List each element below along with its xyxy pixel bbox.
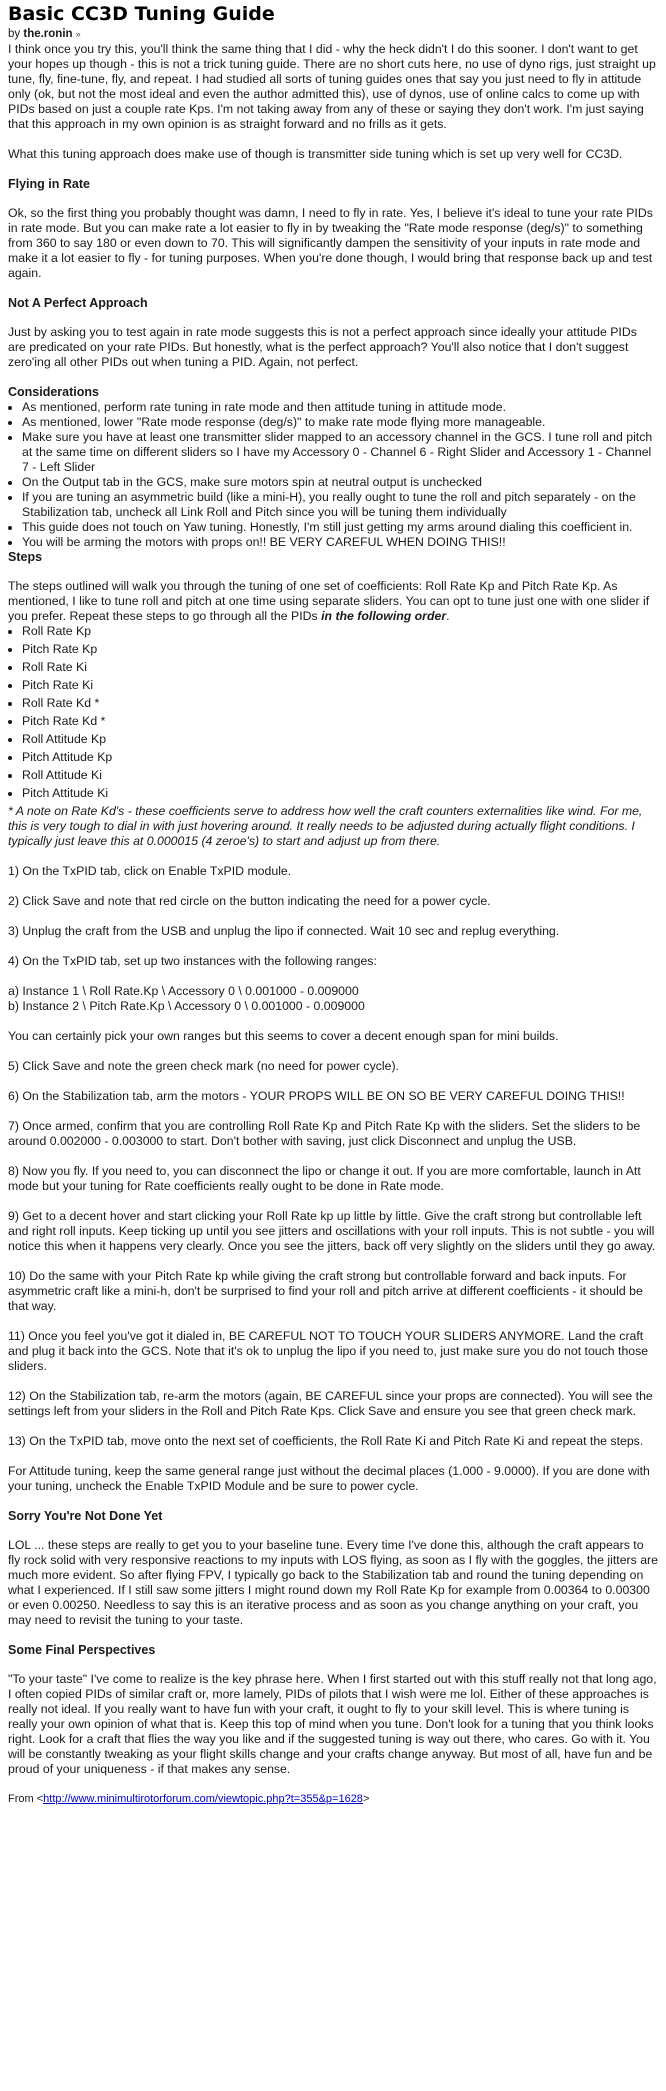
section-heading-flying-in-rate: Flying in Rate bbox=[8, 177, 90, 191]
list-item: • This guide does not touch on Yaw tuning. Honestly, I'm still just getting my arms around dialing this coefficient in. bbox=[22, 520, 658, 535]
page-title: Basic CC3D Tuning Guide bbox=[8, 3, 275, 25]
step-5: 5) Click Save and note the green check mark (no need for power cycle). bbox=[8, 1059, 399, 1073]
ranges-note: You can certainly pick your own ranges but this seems to cover a decent enough span for mini builds. bbox=[8, 1029, 559, 1043]
step-11: 11) Once you feel you've got it dialed in, BE CAREFUL NOT TO TOUCH YOUR SLIDERS ANYMORE. Land the craft and plug it back into the GCS. Note that it's ok to unplug the lipo if you need to, just make sure you do not touch those sliders. bbox=[8, 1329, 649, 1373]
list-item: • Pitch Rate Ki bbox=[22, 678, 658, 693]
step-4-instance-a: a) Instance 1 \ Roll Rate.Kp \ Accessory 0 \ 0.001000 - 0.009000 bbox=[8, 984, 359, 998]
rate-kd-note: * A note on Rate Kd's - these coefficients serve to address how well the craft counters externalities like wind. For me, this is very tough to dial in with just hovering around. It really needs to be adjusted during actually flight conditions. I typically just leave this at 0.000015 (4 zeroe's) to start and adjust up from there. bbox=[8, 804, 643, 848]
considerations-list bbox=[8, 400, 658, 550]
list-item: • If you are tuning an asymmetric build (like a mini-H), you really ought to tune the roll and pitch separately - on the Stabilization tab, uncheck all Link Roll and Pitch since you will be tuning them individually bbox=[22, 490, 658, 520]
author-arrow-icon: » bbox=[75, 29, 81, 39]
section-heading-considerations: Considerations bbox=[8, 385, 99, 399]
not-done-text: LOL ... these steps are really to get you to your baseline tune. Every time I've done this, although the craft appears to fly rock solid with very responsive reactions to my inputs with LOS flying, as soon as I fly with the goggles, the jitters are much more evident. So after flying FPV, I typically go back to the Stabilization tab and round the tuning depending on what I experienced. If I still saw some jitters I might round down my Roll Rate Kp for example from 0.00364 to 0.00300 or even 0.00250. Needless to say this is an iterative process and as soon as you change anything on your craft, you may need to revisit the tuning to your taste. bbox=[8, 1538, 658, 1627]
list-item: • On the Output tab in the GCS, make sure motors spin at neutral output is unchecked bbox=[22, 475, 658, 490]
step-7: 7) Once armed, confirm that you are controlling Roll Rate Kp and Pitch Rate Kp with the sliders. Set the sliders to be around 0.002000 - 0.003000 to start. Don't bother with saving, just click Disconnect and unplug the USB. bbox=[8, 1119, 641, 1148]
steps-intro bbox=[8, 579, 658, 624]
document bbox=[0, 3, 666, 1807]
step-8: 8) Now you fly. If you need to, you can disconnect the lipo or change it out. If you are more comfortable, launch in Att mode but your tuning for Rate coefficients really ought to be done in Rate mode. bbox=[8, 1164, 641, 1193]
list-item: • Pitch Attitude Ki bbox=[22, 786, 658, 801]
source-line bbox=[8, 1792, 658, 1807]
step-12: 12) On the Stabilization tab, re-arm the motors (again, BE CAREFUL since your props are connected). You will see the settings left from your sliders in the Roll and Pitch Rate Kps. Click Save and ensure you see that green check mark. bbox=[8, 1389, 653, 1418]
list-item: • Pitch Attitude Kp bbox=[22, 750, 658, 765]
step-9: 9) Get to a decent hover and start clicking your Roll Rate kp up little by little. Give the craft strong but controllable left and right roll inputs. Keep ticking up until you see jitters and oscillations with your roll inputs. This is not subtle - you will notice this when it happens very clearly. Once you see the jitters, back off very slightly on the sliders until they go away. bbox=[8, 1209, 656, 1253]
not-perfect-text: Just by asking you to test again in rate mode suggests this is not a perfect approach since ideally your attitude PIDs are predicated on your rate PIDs. But honestly, what is the perfect approach? You'll also notice that I don't suggest zero'ing all other PIDs out when tuning a PID. Again, not perfect. bbox=[8, 325, 637, 369]
byline-prefix: by bbox=[8, 28, 21, 40]
list-item: • Roll Attitude Ki bbox=[22, 768, 658, 783]
list-item: • Pitch Rate Kp bbox=[22, 642, 658, 657]
list-item: • As mentioned, lower "Rate mode response (deg/s)" to make rate mode flying more manageable. bbox=[22, 415, 658, 430]
source-suffix: > bbox=[362, 1793, 370, 1805]
list-item: • Roll Attitude Kp bbox=[22, 732, 658, 747]
list-item: • Pitch Rate Kd * bbox=[22, 714, 658, 729]
list-item: • As mentioned, perform rate tuning in rate mode and then attitude tuning in attitude mode. bbox=[22, 400, 658, 415]
list-item: • Roll Rate Kp bbox=[22, 624, 658, 639]
attitude-tuning-note: For Attitude tuning, keep the same general range just without the decimal places (1.000 - 9.0000). If you are done with your tuning, uncheck the Enable TxPID Module and be sure to power cycle. bbox=[8, 1464, 650, 1493]
step-4: 4) On the TxPID tab, set up two instances with the following ranges: bbox=[8, 954, 377, 968]
steps-intro-emphasis: in the following order bbox=[321, 609, 447, 623]
step-13: 13) On the TxPID tab, move onto the next set of coefficients, the Roll Rate Ki and Pitch Rate Ki and repeat the steps. bbox=[8, 1434, 644, 1448]
byline bbox=[8, 27, 658, 41]
list-item: • Roll Rate Ki bbox=[22, 660, 658, 675]
step-10: 10) Do the same with your Pitch Rate kp while giving the craft strong but controllable forward and back inputs. For asymmetric craft like a mini-h, don't be surprised to find your roll and pitch arrive at different coefficients - it should be that way. bbox=[8, 1269, 643, 1313]
section-heading-steps: Steps bbox=[8, 550, 43, 564]
steps-intro-text: The steps outlined will walk you through the tuning of one set of coefficients: Roll Rate Kp and Pitch Rate Kp. As mentioned, I like to tune roll and pitch at one time using separate sliders. You can opt to tune just one with one slider if you prefer. Repeat these steps to go through all the PIDs bbox=[8, 579, 650, 623]
section-heading-not-perfect: Not A Perfect Approach bbox=[8, 296, 148, 310]
pid-order-list bbox=[8, 624, 658, 801]
list-item: • Make sure you have at least one transmitter slider mapped to an accessory channel in the GCS. I tune roll and pitch at the same time on different sliders so I have my Accessory 0 - Channel 6 - Right Slider and Accessory 1 - Channel 7 - Left Slider bbox=[22, 430, 658, 475]
source-link[interactable]: http://www.minimultirotorforum.com/viewtopic.php?t=355&p=1628 bbox=[43, 1793, 363, 1805]
step-6: 6) On the Stabilization tab, arm the motors - YOUR PROPS WILL BE ON SO BE VERY CAREFUL DOING THIS!! bbox=[8, 1089, 625, 1103]
intro-paragraph-2: What this tuning approach does make use of though is transmitter side tuning which is set up very well for CC3D. bbox=[8, 147, 623, 161]
list-item: • Roll Rate Kd * bbox=[22, 696, 658, 711]
list-item: • You will be arming the motors with props on!! BE VERY CAREFUL WHEN DOING THIS!! bbox=[22, 535, 658, 550]
source-prefix: From < bbox=[8, 1793, 44, 1805]
steps-intro-end: . bbox=[446, 609, 450, 623]
step-2: 2) Click Save and note that red circle on the button indicating the need for a power cycle. bbox=[8, 894, 491, 908]
final-text: "To your taste" I've come to realize is the key phrase here. When I first started out with this stuff really not that long ago, I often copied PIDs of similar craft or, more lamely, PIDs of pilots that I wish were me lol. Either of these approaches is really not ideal. If you really want to have fun with your craft, it ought to fly to your skill level. This is where tuning is really your own opinion of what that is. Keep this top of mind when you tune. Don't look for a tuning that you think looks right. Look for a craft that flies the way you like and if the suggested tuning is way out there, who cares. Go with it. You will be constantly tweaking as your flight skills change and your crafts change anyway. But most of all, have fun and be proud of your uniqueness - if that makes any sense. bbox=[8, 1672, 657, 1776]
step-1: 1) On the TxPID tab, click on Enable TxPID module. bbox=[8, 864, 292, 878]
author-link[interactable]: the.ronin bbox=[23, 28, 73, 40]
step-3: 3) Unplug the craft from the USB and unplug the lipo if connected. Wait 10 sec and replug everything. bbox=[8, 924, 560, 938]
step-4-instance-b: b) Instance 2 \ Pitch Rate.Kp \ Accessory 0 \ 0.001000 - 0.009000 bbox=[8, 999, 365, 1013]
section-heading-not-done: Sorry You're Not Done Yet bbox=[8, 1509, 163, 1523]
section-heading-final: Some Final Perspectives bbox=[8, 1643, 156, 1657]
flying-in-rate-text: Ok, so the first thing you probably thought was damn, I need to fly in rate. Yes, I believe it's ideal to tune your rate PIDs in rate mode. But you can make rate a lot easier to fly in by tweaking the "Rate mode response (deg/s)" to something from 360 to say 180 or even down to 70. This will significantly dampen the sensitivity of your inputs in rate mode and make it a lot easier to fly - for tuning purposes. When you're done though, I would bring that response back up and test again. bbox=[8, 206, 653, 280]
intro-paragraph-1: I think once you try this, you'll think the same thing that I did - why the heck didn't I do this sooner. I don't want to get your hopes up though - this is not a trick tuning guide. There are no short cuts here, no use of dyno rigs, just straight up tune, fly, fine-tune, fly, and repeat. I had studied all sorts of tuning guides ones that say you just need to fly in attitude only (ok, but not the most ideal and even the author admitted this), use of dynos, use of online calcs to come up with PIDs based on just a couple rate Kps. I'm not taking away from any of these or saying they don't work. I'm just saying that this approach in my own opinion is as straight forward and no frills as it gets. bbox=[8, 42, 656, 131]
